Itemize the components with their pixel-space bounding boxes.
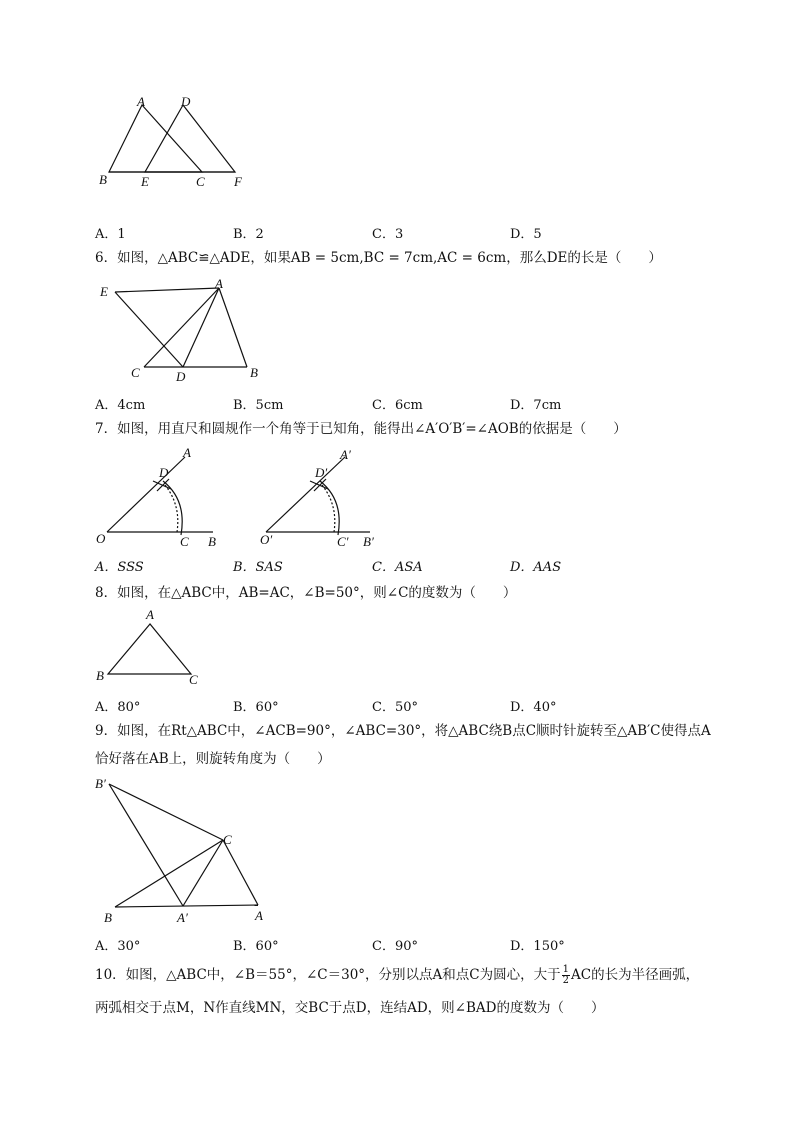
label-F: F — [234, 174, 242, 189]
label-A: A — [137, 94, 145, 109]
label-A: A — [183, 445, 191, 460]
triangle-abc — [108, 624, 191, 674]
q10-text-part2: AC的长为半径画弧， — [571, 967, 700, 983]
label-A: A — [215, 276, 223, 291]
label-D: D — [176, 369, 186, 384]
label-B: B — [250, 365, 258, 380]
label-O-prime: O′ — [260, 532, 273, 547]
q5-option-a[interactable]: A．1 — [95, 227, 126, 242]
q5-option-c[interactable]: C．3 — [372, 227, 404, 242]
label-A-prime: A′ — [177, 910, 188, 925]
q9-question-line1: 9．如图，在Rt△ABC中，∠ACB=90°，∠ABC=30°，将△ABC绕B点C顺时针旋转至△AB′C使得点A — [95, 723, 711, 739]
q10-question-line1 — [95, 965, 699, 986]
q9-figure — [95, 772, 275, 925]
label-B-prime: B′ — [363, 534, 374, 549]
q7-figure — [95, 445, 395, 555]
q5-option-b[interactable]: B．2 — [233, 227, 264, 242]
q10-text-part1: 10．如图，△ABC中，∠B＝55°，∠C＝30°，分别以点A和点C为圆心，大于 — [95, 967, 561, 983]
q7-option-d[interactable]: D．AAS — [510, 560, 562, 575]
label-C-prime: C′ — [337, 534, 349, 549]
q9-option-b[interactable]: B．60° — [233, 939, 279, 954]
q8-question: 8．如图，在△ABC中，AB=AC，∠B=50°，则∠C的度数为（ ） — [95, 585, 517, 601]
triangle-def — [145, 105, 235, 172]
label-B: B — [208, 534, 216, 549]
label-A: A — [255, 908, 263, 923]
label-A: A — [146, 607, 154, 622]
label-C: C — [223, 832, 232, 847]
q9-option-a[interactable]: A．30° — [95, 939, 141, 954]
q8-option-a[interactable]: A．80° — [95, 700, 141, 715]
q8-option-c[interactable]: C．50° — [372, 700, 418, 715]
q6-figure — [95, 276, 275, 384]
label-E: E — [141, 174, 149, 189]
q6-option-a[interactable]: A．4cm — [95, 398, 146, 413]
label-D: D — [159, 465, 169, 480]
q6-option-d[interactable]: D．7cm — [510, 398, 562, 413]
q10-question-line2: 两弧相交于点M，N作直线MN，交BC于点D，连结AD，则∠BAD的度数为（ ） — [95, 1000, 605, 1016]
q5-figure — [95, 95, 265, 195]
q8-figure — [95, 606, 215, 691]
label-C: C — [180, 534, 189, 549]
label-B: B — [96, 668, 104, 683]
label-E: E — [100, 284, 108, 299]
fraction-one-half — [562, 965, 570, 986]
q9-option-c[interactable]: C．90° — [372, 939, 418, 954]
label-D: D — [181, 94, 191, 109]
label-D-prime: D′ — [315, 465, 328, 480]
q8-option-b[interactable]: B．60° — [233, 700, 279, 715]
triangle-abc — [109, 105, 202, 172]
q7-option-b[interactable]: B．SAS — [233, 560, 283, 575]
q6-question: 6．如图，△ABC≌△ADE，如果AB = 5cm,BC = 7cm,AC = 6cm，那么DE的长是（ ） — [95, 250, 662, 266]
label-B: B — [99, 172, 107, 187]
q7-question: 7．如图，用直尺和圆规作一个角等于已知角，能得出∠A′O′B′=∠AOB的依据是（ ） — [95, 421, 627, 437]
q5-option-d[interactable]: D．5 — [510, 227, 542, 242]
label-O: O — [96, 531, 106, 546]
q6-option-b[interactable]: B．5cm — [233, 398, 284, 413]
q7-option-a[interactable]: A．SSS — [95, 560, 144, 575]
q7-option-c[interactable]: C．ASA — [372, 560, 423, 575]
label-A-prime: A′ — [340, 447, 351, 462]
q9-option-d[interactable]: D．150° — [510, 939, 565, 954]
label-C: C — [189, 672, 198, 687]
label-B-prime: B′ — [95, 776, 106, 791]
fraction-denominator: 2 — [562, 975, 569, 986]
q8-option-d[interactable]: D．40° — [510, 700, 557, 715]
label-C: C — [196, 174, 205, 189]
label-C: C — [131, 365, 140, 380]
q6-option-c[interactable]: C．6cm — [372, 398, 423, 413]
label-B: B — [104, 910, 112, 925]
q9-question-line2: 恰好落在AB上，则旋转角度为（ ） — [95, 751, 331, 767]
fraction-numerator: 1 — [562, 964, 569, 975]
